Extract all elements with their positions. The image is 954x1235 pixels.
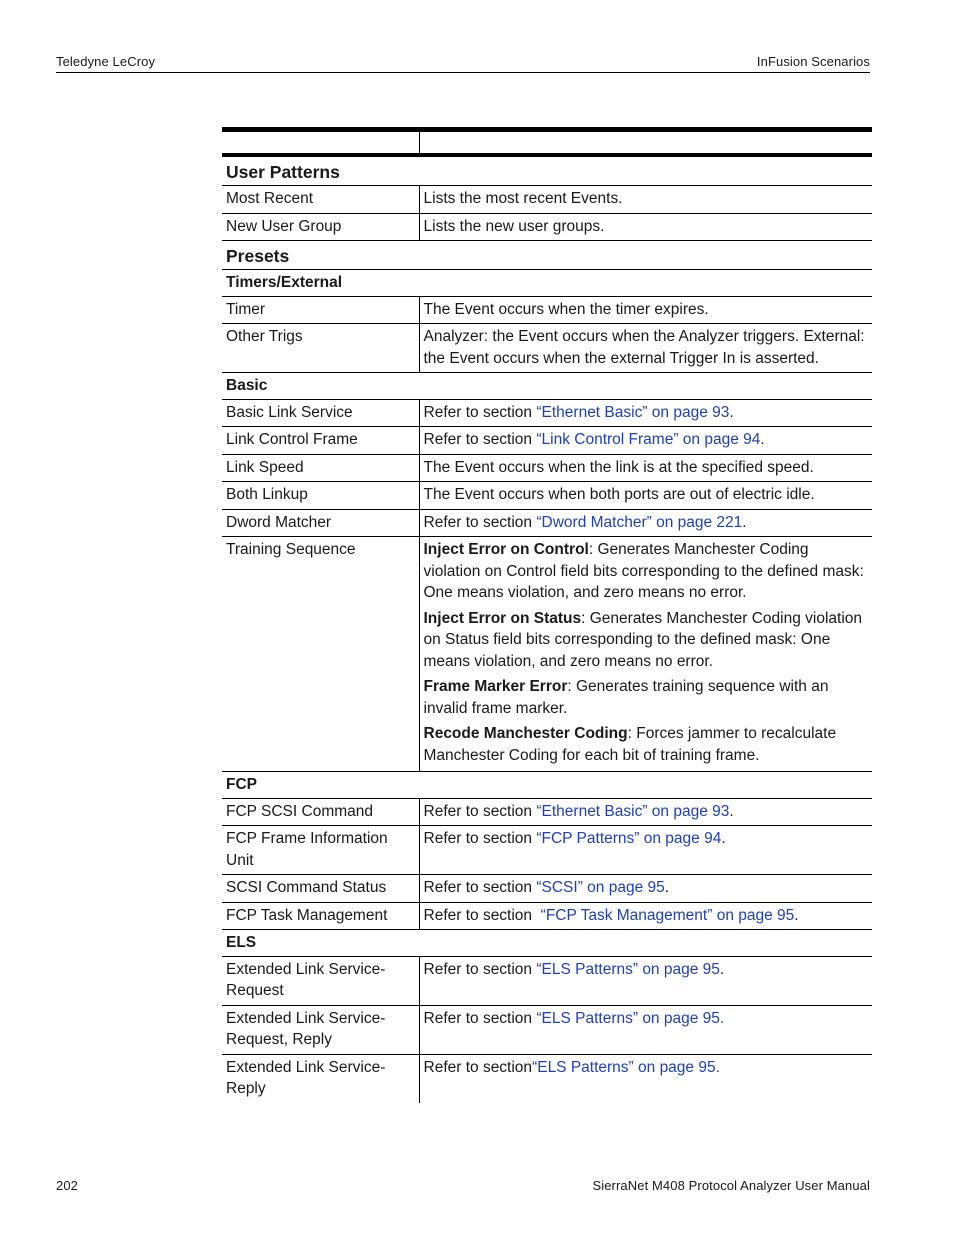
section-link[interactable]: “Ethernet Basic” on page 93 [536, 802, 730, 820]
subsection-row: Timers/External [222, 270, 872, 297]
training-item: Recode Manchester Coding: Forces jammer to recalculate Manchester Coding for each bit of training frame. [423, 725, 837, 764]
table-row: Basic Link Service Refer to section “Ethernet Basic” on page 93. [222, 399, 872, 427]
section-row: User Patterns [222, 155, 872, 186]
section-link[interactable]: “Dword Matcher” on page 221 [536, 513, 743, 531]
section-link[interactable]: “FCP Patterns” on page 94 [536, 830, 722, 847]
table-row: Link Control Frame Refer to section “Link Control Frame” on page 94. [222, 427, 872, 455]
section-link[interactable]: “Ethernet Basic” on page 93 [536, 403, 730, 421]
table-header-row [222, 130, 872, 156]
section-link[interactable]: “FCP Task Management” on page 95 [540, 906, 795, 924]
subsection-row: Basic [222, 373, 872, 400]
table-row: FCP Frame Information Unit Refer to section “FCP Patterns” on page 94. [222, 826, 872, 875]
section-link[interactable]: “ELS Patterns” on page 95. [532, 1058, 720, 1076]
subsection-row: ELS [222, 930, 872, 957]
table-row: Extended Link Service-Request Refer to section “ELS Patterns” on page 95. [222, 956, 872, 1005]
table-row: FCP SCSI Command Refer to section “Ethernet Basic” on page 93. [222, 798, 872, 826]
page-header [56, 54, 870, 73]
page-number: 202 [56, 1178, 78, 1193]
table-row: SCSI Command Status Refer to section “SCSI” on page 95. [222, 875, 872, 903]
section-link[interactable]: “ELS Patterns” on page 95. [536, 1009, 725, 1027]
table-row: Extended Link Service-Request, Reply Refer to section “ELS Patterns” on page 95. [222, 1005, 872, 1054]
training-item: Inject Error on Status: Generates Manchester Coding violation on Status field bits corresponding to the defined mask: One means violation, and zero means no error. [423, 609, 863, 670]
header-left: Teledyne LeCroy [56, 54, 156, 69]
table-row: Most Recent Lists the most recent Events. [222, 186, 872, 214]
section-link[interactable]: “SCSI” on page 95 [536, 879, 665, 896]
section-row: Presets [222, 241, 872, 270]
table-row: FCP Task Management Refer to section “FCP Task Management” on page 95. [222, 902, 872, 930]
section-link[interactable]: “ELS Patterns” on page 95 [536, 960, 720, 978]
training-item: Frame Marker Error: Generates training sequence with an invalid frame marker. [423, 678, 829, 717]
table-row: Other Trigs Analyzer: the Event occurs when the Analyzer triggers. External: the Event occurs when the external Trigger In is asserted. [222, 324, 872, 373]
page-footer [56, 1178, 870, 1196]
table-row: Timer The Event occurs when the timer expires. [222, 296, 872, 324]
table-row: Link Speed The Event occurs when the link is at the specified speed. [222, 454, 872, 482]
manual-title: SierraNet M408 Protocol Analyzer User Manual [592, 1178, 870, 1193]
table-row: New User Group Lists the new user groups. [222, 213, 872, 241]
table-row: Both Linkup The Event occurs when both ports are out of electric idle. [222, 482, 872, 510]
table-row: Dword Matcher Refer to section “Dword Matcher” on page 221. [222, 509, 872, 537]
subsection-row: FCP [222, 772, 872, 799]
table-row: Extended Link Service-Reply Refer to section“ELS Patterns” on page 95. [222, 1054, 872, 1103]
header-right: InFusion Scenarios [756, 54, 870, 69]
section-link[interactable]: “Link Control Frame” on page 94 [536, 431, 761, 448]
table-row: Training Sequence Inject Error on Control: Generates Manchester Coding violation on Control field bits corresponding to the defined mask: One means violation, and zero means no error. Inject Error on Status: Generates Manchester Coding violation on Status field bits corresponding to the defined mask: One means violation, and zero means no error. Frame Marker Error: Generates training sequence with an invalid frame marker. Recode Manchester Coding: Forces jammer to recalculate Manchester Coding for each bit of training frame. [222, 537, 872, 772]
training-item: Inject Error on Control: Generates Manchester Coding violation on Control field bits corresponding to the defined mask: One means violation, and zero means no error. [423, 541, 864, 601]
event-table [222, 127, 872, 1103]
